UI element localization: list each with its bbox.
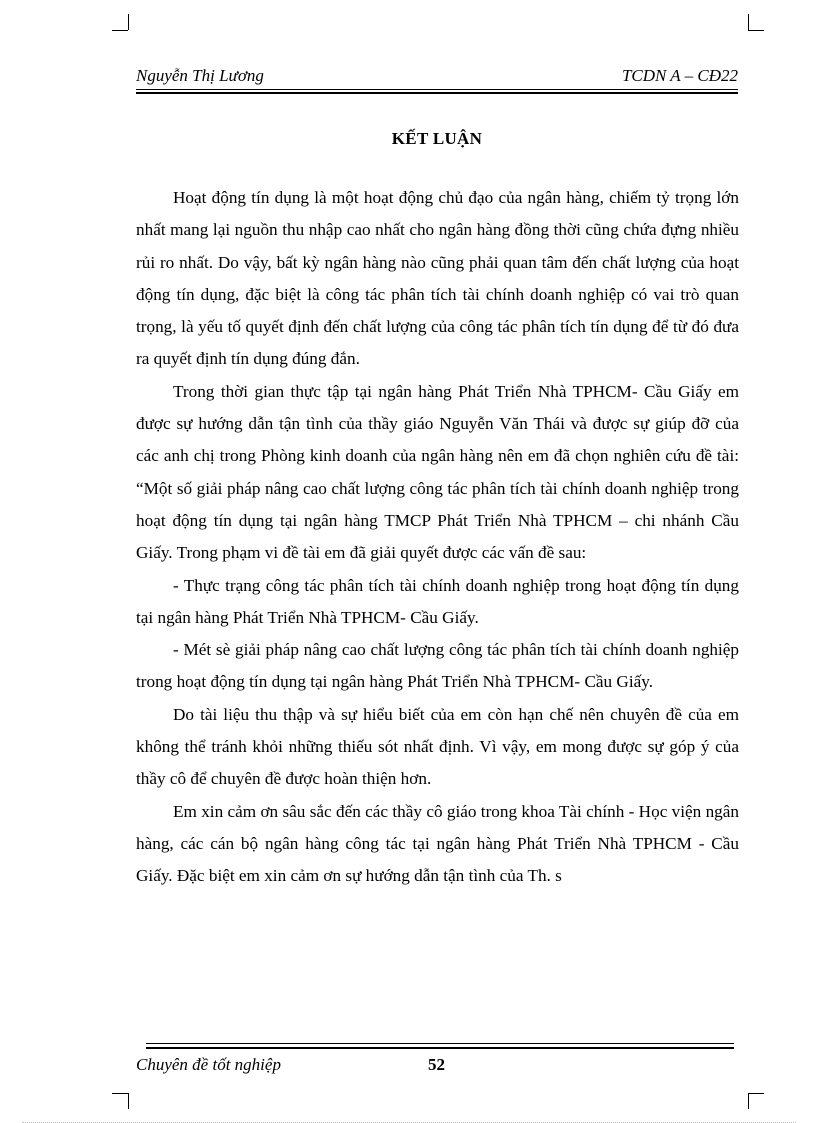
document-body [136, 182, 739, 893]
crop-mark-top-right-vertical [748, 14, 749, 30]
crop-mark-bottom-left-vertical [128, 1093, 129, 1109]
paragraph-bullet-solutions: - Mét sè giải pháp nâng cao chất lượng công tác phân tích tài chính doanh nghiệp trong hoạt động tín dụng tại ngân hàng Phát Triển Nhà TPHCM- Cầu Giấy. [136, 640, 739, 692]
crop-mark-bottom-right-horizontal [748, 1093, 764, 1094]
paragraph-thanks: Em xin cảm ơn sâu sắc đến các thầy cô giáo trong khoa Tài chính - Học viện ngân hàng, các cán bộ ngân hàng công tác tại ngân hàng Phát Triển Nhà TPHCM - Cầu Giấy. Đặc biệt em xin cảm ơn sự hướng dẫn tận tình của Th. s [136, 801, 739, 886]
footer-rule-thick [146, 1047, 734, 1049]
header-rule-thin [136, 89, 738, 90]
crop-mark-top-right-horizontal [748, 30, 764, 31]
footer-rule-thin [146, 1043, 734, 1044]
page-header [136, 64, 738, 88]
crop-mark-bottom-right-vertical [748, 1093, 749, 1109]
paragraph-intro: Hoạt động tín dụng là một hoạt động chủ đạo của ngân hàng, chiếm tỷ trọng lớn nhất mang lại nguồn thu nhập cao nhất cho ngân hàng đồng thời cũng chứa đựng nhiều rủi ro nhất. Do vậy, bất kỳ ngân hàng nào cũng phải quan tâm đến chất lượng của hoạt động tín dụng, đặc biệt là công tác phân tích tài chính doanh nghiệp có vai trò quan trọng, là yếu tố quyết định đến chất lượng của công tác phân tích tín dụng để từ đó đưa ra quyết định tín dụng đúng đắn. [136, 188, 739, 369]
page-footer [136, 1055, 738, 1079]
page-title: KẾT LUẬN [391, 129, 483, 148]
footer-label: Chuyên đề tốt nghiệp [136, 1055, 281, 1074]
crop-mark-top-left-vertical [128, 14, 129, 30]
header-class-code: TCDN A – CĐ22 [621, 66, 738, 85]
page-number: 52 [428, 1055, 445, 1074]
paragraph-internship: Trong thời gian thực tập tại ngân hàng Phát Triển Nhà TPHCM- Cầu Giấy em được sự hướng dẫn tận tình của thầy giáo Nguyễn Văn Thái và được sự giúp đỡ của các anh chị trong Phòng kinh doanh của ngân hàng nên em đã chọn nghiên cứu đề tài: “Một số giải pháp nâng cao chất lượng công tác phân tích tài chính doanh nghiệp trong hoạt động tín dụng tại ngân hàng TMCP Phát Triển Nhà TPHCM – chi nhánh Cầu Giấy. Trong phạm vi đề tài em đã giải quyết được các vấn đề sau: [136, 381, 739, 563]
header-author: Nguyễn Thị Lương [136, 66, 264, 85]
paragraph-limitations: Do tài liệu thu thập và sự hiểu biết của em còn hạn chế nên chuyên đề của em không thể tránh khỏi những thiếu sót nhất định. Vì vậy, em mong được sự góp ý của thầy cô để chuyên đề được hoàn thiện hơn. [136, 704, 739, 789]
header-rule-thick [136, 92, 738, 94]
crop-mark-bottom-left-horizontal [112, 1093, 128, 1094]
paragraph-bullet-current-state: - Thực trạng công tác phân tích tài chính doanh nghiệp trong hoạt động tín dụng tại ngân hàng Phát Triển Nhà TPHCM- Cầu Giấy. [136, 575, 739, 627]
crop-mark-top-left-horizontal [112, 30, 128, 31]
